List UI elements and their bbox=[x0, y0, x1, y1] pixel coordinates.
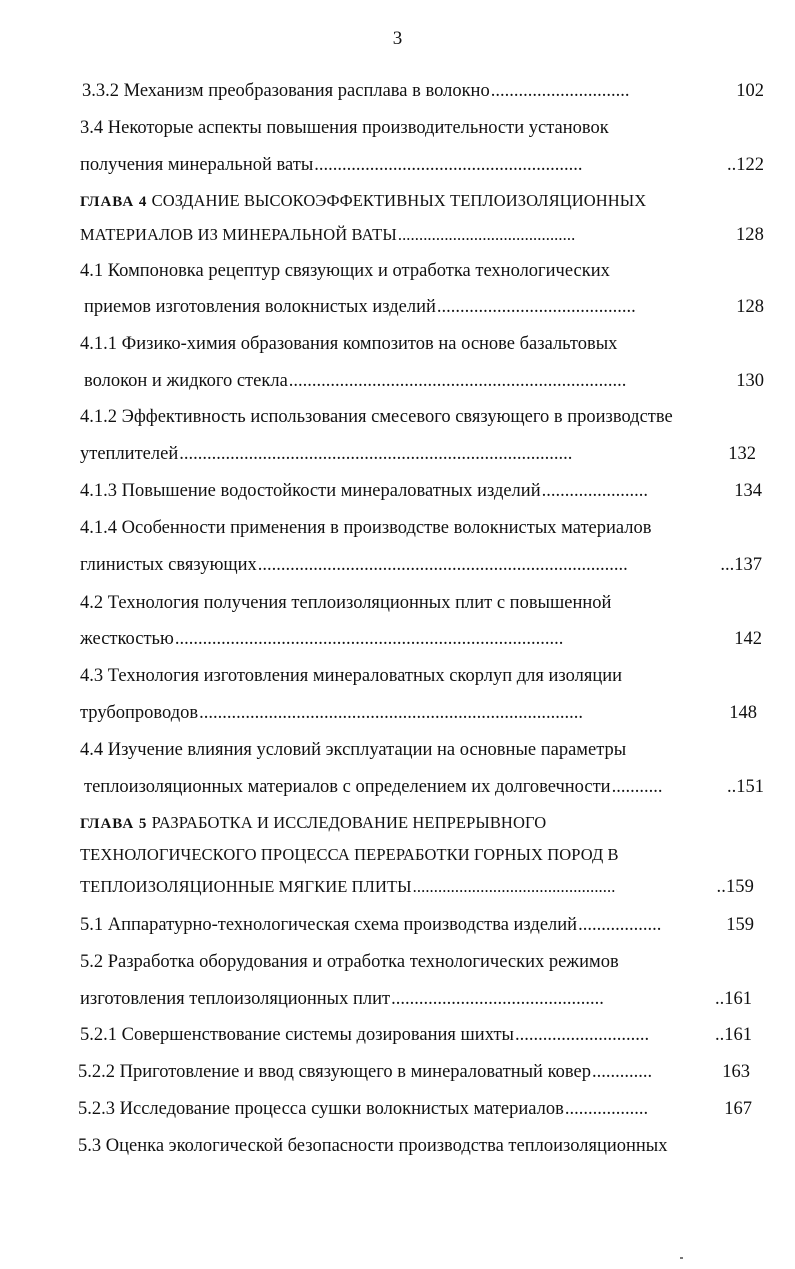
toc-entry-text: 5.2.2 Приготовление и ввод связующего в минераловатный ковер bbox=[78, 1062, 591, 1082]
toc-entry-text: МАТЕРИАЛОВ ИЗ МИНЕРАЛЬНОЙ ВАТЫ bbox=[80, 225, 397, 244]
toc-entry-5-2-2[interactable] bbox=[78, 1057, 750, 1087]
toc-entry-text: жесткостью bbox=[80, 629, 174, 649]
dot-leader: ....................... bbox=[541, 481, 648, 501]
toc-entry-4-1-cont[interactable] bbox=[84, 292, 764, 322]
toc-entry-text: 4.1.4 Особенности применения в производстве волокнистых материалов bbox=[80, 518, 652, 538]
toc-page-number: ...137 bbox=[720, 555, 762, 575]
toc-entry-text: 4.1.3 Повышение водостойкости минераловатных изделий bbox=[80, 481, 541, 501]
toc-entry-4-1-2-cont[interactable] bbox=[80, 439, 756, 469]
chapter-label: ГЛАВА 5 bbox=[80, 816, 148, 832]
toc-entry-4-4-cont[interactable] bbox=[84, 772, 764, 802]
toc-entry-4-1-1-cont[interactable] bbox=[84, 366, 764, 396]
toc-entry-text: трубопроводов bbox=[80, 703, 199, 723]
toc-entry-4-1[interactable] bbox=[80, 256, 760, 286]
toc-entry-text: 4.4 Изучение влияния условий эксплуатации на основные параметры bbox=[80, 740, 627, 760]
toc-chapter-5[interactable] bbox=[80, 808, 760, 838]
toc-page-number: 167 bbox=[724, 1099, 752, 1119]
toc-entry-text: 4.1.2 Эффективность использования смесевого связующего в производстве bbox=[80, 407, 673, 427]
toc-page-number: ..161 bbox=[715, 989, 752, 1009]
toc-entry-5-2-1[interactable] bbox=[80, 1020, 752, 1050]
toc-page-number: ..161 bbox=[715, 1025, 752, 1045]
toc-entry-5-2[interactable] bbox=[80, 947, 760, 977]
dot-leader: .............................................. bbox=[391, 989, 604, 1009]
toc-entry-text: 5.1 Аппаратурно-технологическая схема производства изделий bbox=[80, 915, 578, 935]
toc-page-number: 148 bbox=[729, 703, 757, 723]
page-number: 3 bbox=[392, 28, 403, 49]
dot-leader: .............................. bbox=[490, 81, 630, 101]
toc-page-number: 102 bbox=[736, 81, 764, 101]
dot-leader: ......................................................................... bbox=[288, 371, 627, 391]
toc-chapter-4[interactable] bbox=[80, 186, 760, 216]
toc-entry-text: 4.2 Технология получения теплоизоляционных плит с повышенной bbox=[80, 593, 612, 613]
toc-entry-text: получения минеральной ваты bbox=[80, 155, 314, 175]
toc-entry-text: утеплителей bbox=[80, 444, 179, 464]
dot-leader: ........... bbox=[611, 777, 663, 797]
toc-entry-4-1-2[interactable] bbox=[80, 402, 780, 432]
toc-entry-4-1-4-cont[interactable] bbox=[80, 550, 762, 580]
toc-entry-4-3[interactable] bbox=[80, 661, 760, 691]
toc-page-number: ..151 bbox=[727, 777, 764, 797]
toc-entry-text: изготовления теплоизоляционных плит bbox=[80, 989, 391, 1009]
toc-entry-text: 4.1 Компоновка рецептур связующих и отработка технологических bbox=[80, 261, 610, 281]
toc-page-number: 132 bbox=[728, 444, 756, 464]
toc-entry-3-3-2[interactable] bbox=[82, 76, 764, 106]
toc-entry-text: 5.2.1 Совершенствование системы дозирования шихты bbox=[80, 1025, 514, 1045]
toc-page-number: ..159 bbox=[716, 877, 754, 897]
toc-entry-text: СОЗДАНИЕ ВЫСОКОЭФФЕКТИВНЫХ ТЕПЛОИЗОЛЯЦИОННЫХ bbox=[147, 191, 647, 210]
toc-entry-text: теплоизоляционных материалов с определением их долговечности bbox=[84, 777, 611, 797]
toc-entry-text: 4.1.1 Физико-химия образования композитов на основе базальтовых bbox=[80, 334, 618, 354]
toc-entry-text: ТЕПЛОИЗОЛЯЦИОННЫЕ МЯГКИЕ ПЛИТЫ bbox=[80, 877, 412, 896]
toc-entry-text: волокон и жидкого стекла bbox=[84, 371, 288, 391]
toc-entry-text: 5.3 Оценка экологической безопасности производства теплоизоляционных bbox=[78, 1136, 668, 1156]
toc-chapter-5-cont2[interactable] bbox=[80, 872, 754, 902]
dot-leader: ............................. bbox=[515, 1025, 650, 1045]
toc-entry-text: ТЕХНОЛОГИЧЕСКОГО ПРОЦЕССА ПЕРЕРАБОТКИ ГОРНЫХ ПОРОД В bbox=[80, 845, 619, 864]
toc-page-number: ..122 bbox=[727, 155, 764, 175]
toc-entry-text: приемов изготовления волокнистых изделий bbox=[84, 297, 436, 317]
toc-entry-text: 3.3.2 Механизм преобразования расплава в волокно bbox=[82, 81, 490, 101]
dot-leader: ............. bbox=[591, 1062, 653, 1082]
toc-page-number: 130 bbox=[736, 371, 764, 391]
toc-page-number: 142 bbox=[734, 629, 762, 649]
toc-entry-text: 3.4 Некоторые аспекты повышения производительности установок bbox=[80, 118, 609, 138]
toc-entry-3-4[interactable] bbox=[80, 113, 760, 143]
toc-entry-4-4[interactable] bbox=[80, 735, 760, 765]
dot-leader: .................. bbox=[564, 1099, 649, 1119]
dot-leader: .................................................................................... bbox=[174, 629, 564, 649]
toc-entry-5-2-cont[interactable] bbox=[80, 984, 752, 1014]
toc-entry-4-3-cont[interactable] bbox=[80, 698, 757, 728]
toc-entry-text: РАЗРАБОТКА И ИССЛЕДОВАНИЕ НЕПРЕРЫВНОГО bbox=[147, 813, 547, 832]
dot-leader: ................................................ bbox=[412, 877, 616, 896]
toc-page-number: 128 bbox=[736, 297, 764, 317]
toc-entry-text: 5.2 Разработка оборудования и отработка технологических режимов bbox=[80, 952, 619, 972]
toc-entry-text: 4.3 Технология изготовления минераловатных скорлуп для изоляции bbox=[80, 666, 623, 686]
toc-entry-5-1[interactable] bbox=[80, 910, 754, 940]
dot-leader: .......................................................... bbox=[314, 155, 583, 175]
toc-page-number: 163 bbox=[722, 1062, 750, 1082]
dot-leader: ................................................................................ bbox=[257, 555, 628, 575]
toc-entry-3-4-cont[interactable] bbox=[80, 150, 764, 180]
toc-chapter-4-cont[interactable] bbox=[80, 220, 764, 250]
toc-page-number: 134 bbox=[734, 481, 762, 501]
dot-leader: ..................................................................................... bbox=[179, 444, 573, 464]
dot-leader: .......................................... bbox=[397, 225, 576, 244]
toc-page-number: 159 bbox=[726, 915, 754, 935]
toc-entry-4-2[interactable] bbox=[80, 588, 760, 618]
scan-speck bbox=[680, 1257, 683, 1259]
toc-entry-5-3[interactable] bbox=[78, 1131, 778, 1161]
dot-leader: ........................................... bbox=[436, 297, 636, 317]
dot-leader: ................................................................................... bbox=[199, 703, 583, 723]
toc-page-number: 128 bbox=[735, 225, 764, 245]
toc-entry-4-2-cont[interactable] bbox=[80, 624, 762, 654]
toc-entry-text: глинистых связующих bbox=[80, 555, 257, 575]
toc-entry-4-1-4[interactable] bbox=[80, 513, 760, 543]
toc-entry-4-1-3[interactable] bbox=[80, 476, 762, 506]
toc-entry-5-2-3[interactable] bbox=[78, 1094, 752, 1124]
dot-leader: .................. bbox=[578, 915, 662, 935]
toc-entry-text: 5.2.3 Исследование процесса сушки волокнистых материалов bbox=[78, 1099, 564, 1119]
toc-entry-4-1-1[interactable] bbox=[80, 329, 760, 359]
chapter-label: ГЛАВА 4 bbox=[80, 194, 148, 210]
toc-chapter-5-cont[interactable] bbox=[80, 840, 760, 870]
